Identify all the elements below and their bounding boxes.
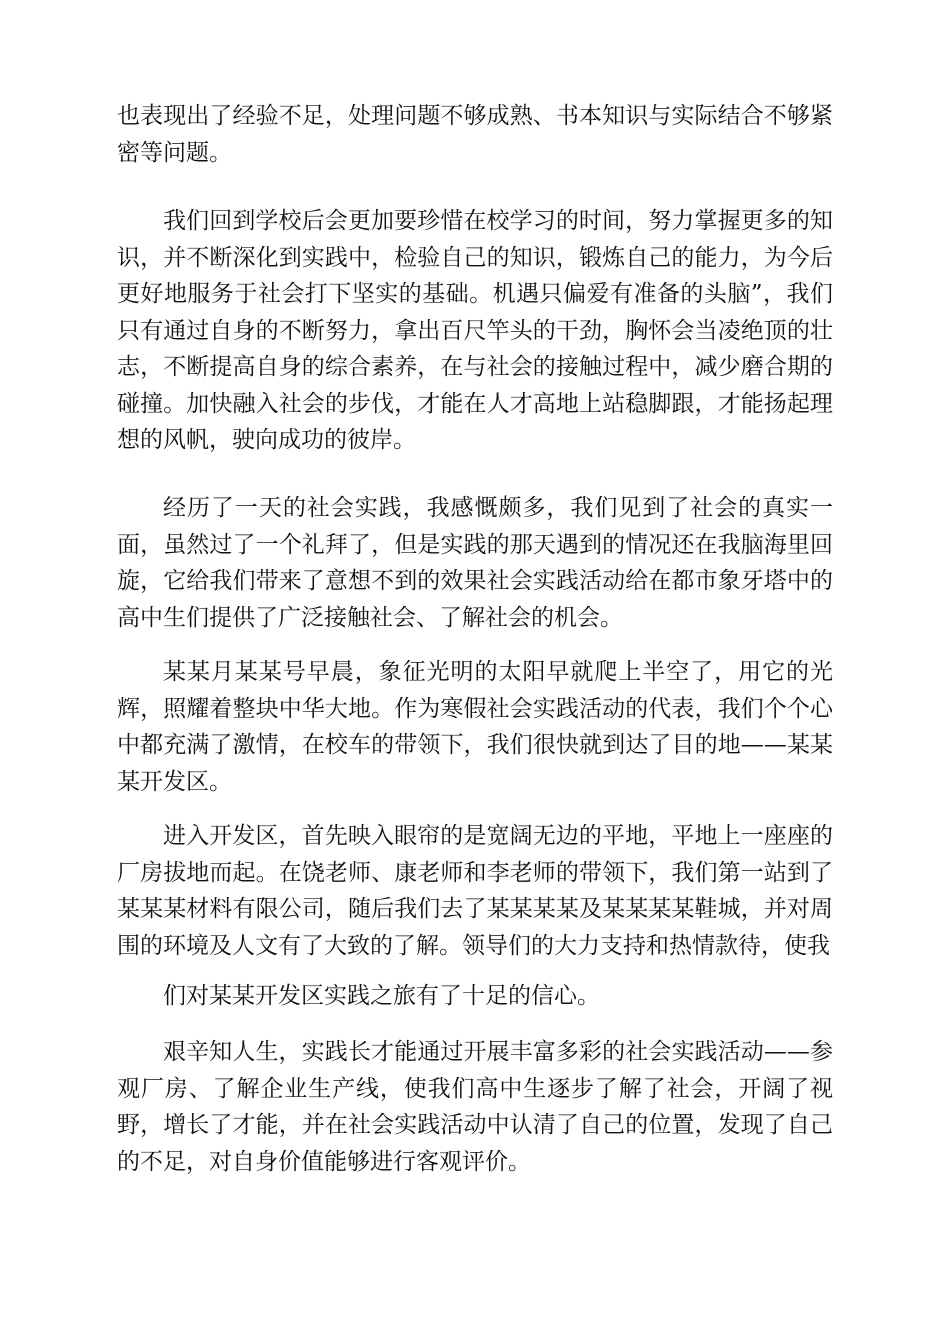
paragraph-4: 某某月某某号早晨，象征光明的太阳早就爬上半空了，用它的光辉，照耀着整块中华大地。作为寒假社会实践活动的代表，我们个个心中都充满了激情，在校车的带领下，我们很快就到达了目的地——某某某开发区。 bbox=[117, 659, 833, 795]
paragraph-3: 经历了一天的社会实践，我感慨颇多，我们见到了社会的真实一面，虽然过了一个礼拜了，但是实践的那天遇到的情况还在我脑海里回旋，它给我们带来了意想不到的效果社会实践活动给在都市象牙塔中的高中生们提供了广泛接触社会、了解社会的机会。 bbox=[117, 495, 833, 631]
paragraph-7: 艰辛知人生，实践长才能通过开展丰富多彩的社会实践活动——参观厂房、了解企业生产线，使我们高中生逐步了解了社会，开阔了视野，增长了才能，并在社会实践活动中认清了自己的位置，发现了自己的不足，对自身价值能够进行客观评价。 bbox=[117, 1039, 833, 1175]
paragraph-1: 也表现出了经验不足，处理问题不够成熟、书本知识与实际结合不够紧密等问题。 bbox=[117, 103, 833, 166]
paragraph-6: 们对某某开发区实践之旅有了十足的信心。 bbox=[163, 983, 600, 1009]
paragraph-2: 我们回到学校后会更加要珍惜在校学习的时间，努力掌握更多的知识，并不断深化到实践中，检验自己的知识，锻炼自己的能力，为今后更好地服务于社会打下坚实的基础。机遇只偏爱有准备的头脑”，我们只有通过自身的不断努力，拿出百尺竿头的干劲，胸怀会当凌绝顶的壮志，不断提高自身的综合素养，在与社会的接触过程中，减少磨合期的碰撞。加快融入社会的步伐，才能在人才高地上站稳脚跟，才能扬起理想的风帆，驶向成功的彼岸。 bbox=[117, 208, 833, 453]
paragraph-5: 进入开发区，首先映入眼帘的是宽阔无边的平地，平地上一座座的厂房拔地而起。在饶老师、康老师和李老师的带领下，我们第一站到了某某某材料有限公司，随后我们去了某某某某及某某某某鞋城，并对周围的环境及人文有了大致的了解。领导们的大力支持和热情款待，使我 bbox=[117, 823, 833, 959]
